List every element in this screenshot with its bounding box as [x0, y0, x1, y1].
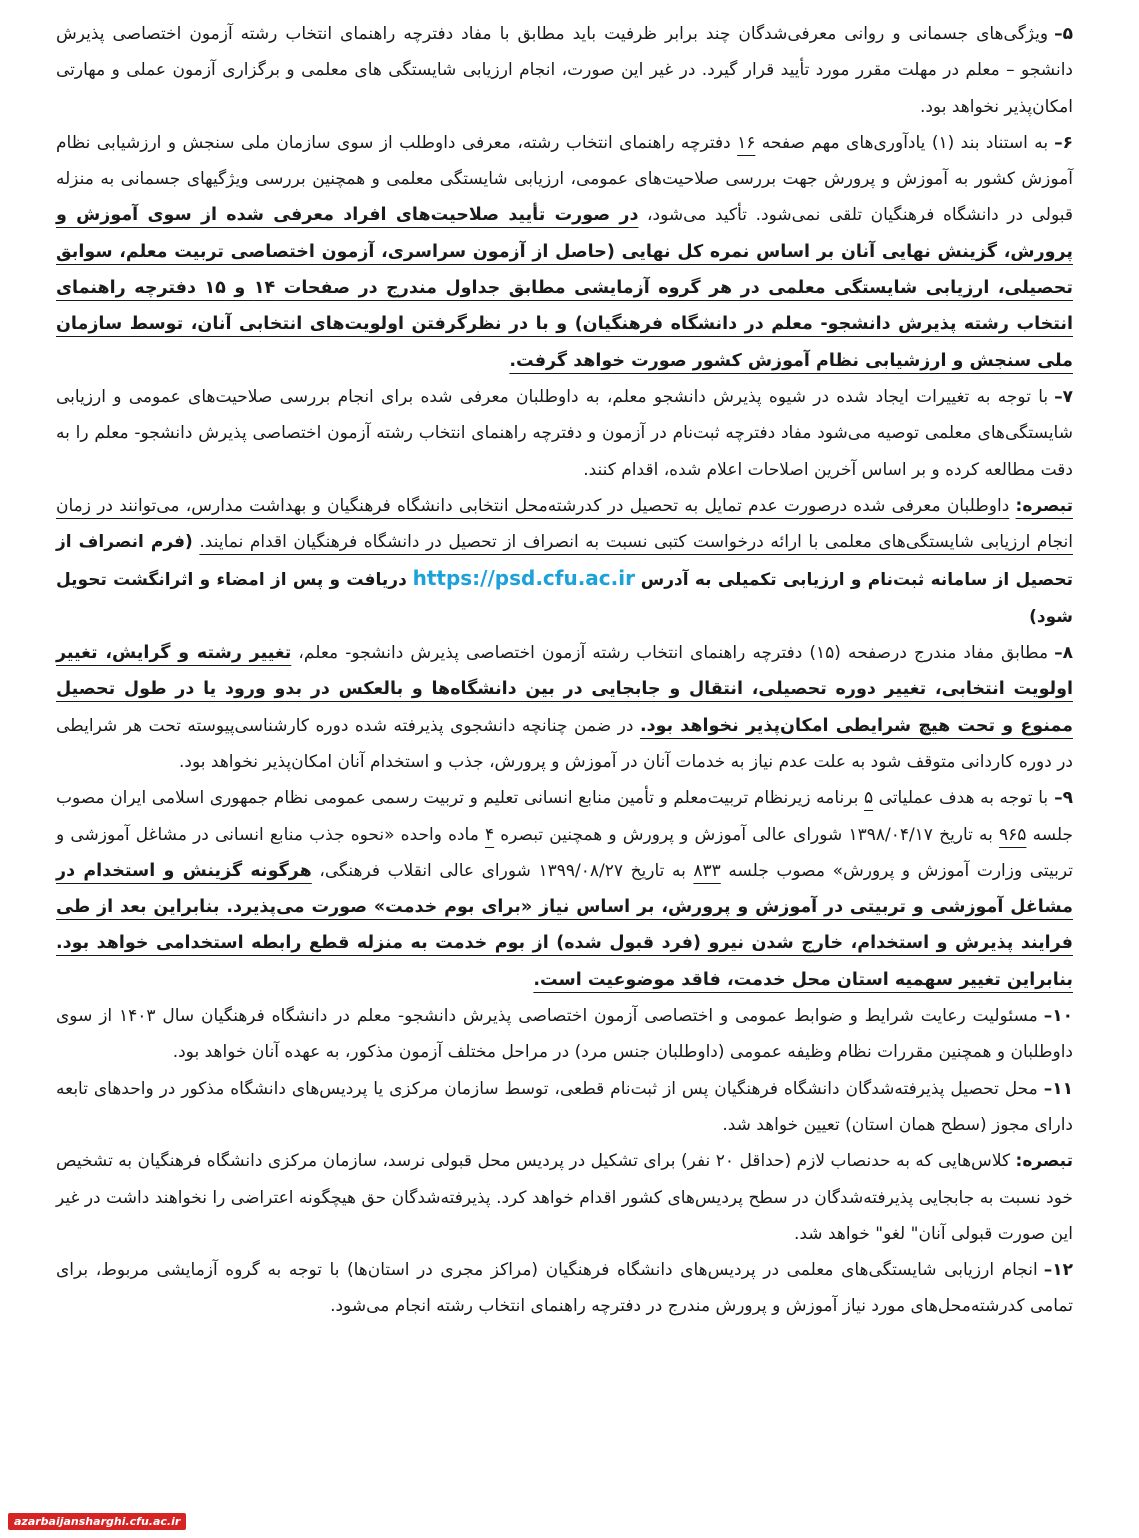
note-number: ۴ — [484, 824, 495, 845]
paragraph-text: محل تحصیل پذیرفته‌شدگان دانشگاه فرهنگیان پس از ثبت‌نام قطعی، توسط سازمان مرکزی یا پردیس‌های دانشگاه مذکور در واحدهای تابعه دارای مجوز (سطح همان استان) تعیین خواهد شد. — [56, 1078, 1073, 1135]
note-2 — [56, 1143, 1073, 1252]
session-number: ۹۶۵ — [999, 824, 1027, 845]
paragraph-5 — [56, 16, 1073, 125]
paragraph-number: ۱۰– — [1043, 1006, 1073, 1027]
paragraph-7 — [56, 379, 1073, 488]
paragraph-number: ۷– — [1054, 386, 1073, 407]
emphasized-text: در صورت تأیید صلاحیت‌های افراد معرفی شده از سوی آموزش و پرورش، گزینش نهایی آنان بر اساس نمره کل نهایی (حاصل از آزمون سراسری، آزمون اختصاصی تربیت معلم، سوابق تحصیلی، ارزیابی شایستگی معلمی در هر گروه آزمایشی مطابق جداول مندرج در صفحات ۱۴ و ۱۵ دفترچه راهنمای انتخاب رشته پذیرش دانشجو- معلم در دانشگاه فرهنگیان) و با در نظرگرفتن اولویت‌های انتخابی آنان، توسط سازمان ملی سنجش و ارزشیابی نظام آموزش کشور صورت خواهد گرفت. — [56, 205, 1073, 371]
paragraph-number: ۶– — [1054, 132, 1073, 153]
emphasized-text: تغییر رشته و گرایش، تغییر اولویت انتخابی، تغییر دوره تحصیلی، انتقال و جابجایی در بین دانشگاه‌ها و بالعکس در بدو ورود یا در طول تحصیل ممنوع و تحت هیچ شرایطی امکان‌پذیر نخواهد بود. — [56, 643, 1073, 736]
paragraph-text: ماده واحده «نحوه جذب منابع انسانی در مشاغل آموزشی و تربیتی وزارت آموزش و پرورش» مصوب جلسه — [56, 824, 1074, 881]
emphasized-text: دریافت و پس از امضاء و اثرانگشت تحویل شود) — [56, 570, 1073, 627]
note-text: کلاس‌هایی که به حدنصاب لازم (حداقل ۲۰ نفر) برای تشکیل در پردیس محل قبولی نرسد، سازمان مرکزی دانشگاه فرهنگیان به تشخیص خود نسبت به جابجایی پذیرفته‌شدگان در سطح پردیس‌های کشور اقدام خواهد کرد. پذیرفته‌شدگان حق هیچگونه اعتراضی را نخواهند داشت در غیر این صورت قبولی آنان" لغو" خواهد شد. — [56, 1151, 1073, 1244]
paragraph-text: مسئولیت رعایت شرایط و ضوابط عمومی و اختصاصی آزمون اختصاصی پذیرش دانشجو- معلم در دانشگاه فرهنگیان سال ۱۴۰۳ از سوی داوطلبان و همچنین مقررات نظام وظیفه عمومی (داوطلبان جنس مرد) در مراحل مختلف آزمون مذکور، به عهده آنان خواهد بود. — [56, 1006, 1073, 1063]
paragraph-text: ویژگی‌های جسمانی و روانی معرفی‌شدگان چند برابر ظرفیت باید مطابق با مفاد دفترچه راهنمای انتخاب رشته آزمون اختصاصی پذیرش دانشجو – معلم در مهلت مقرر مورد تأیید قرار گیرد. در غیر این صورت، انجام ارزیابی شایستگی های معلمی و برگزاری آزمون عملی و مهارتی امکان‌پذیر نخواهد بود. — [56, 24, 1073, 117]
site-watermark: azarbaijansharghi.cfu.ac.ir — [8, 1513, 186, 1530]
paragraph-6 — [56, 125, 1073, 379]
paragraph-text: برنامه زیرنظام تربیت‌معلم و تأمین منابع انسانی تعلیم و تربیت رسمی عمومی نظام جمهوری اسلامی ایران مصوب جلسه — [56, 788, 1074, 845]
session-number: ۸۳۳ — [693, 860, 721, 881]
paragraph-number: ۱۲– — [1043, 1260, 1073, 1281]
paragraph-12 — [56, 1252, 1073, 1325]
paragraph-text: انجام ارزیابی شایستگی‌های معلمی در پردیس‌های دانشگاه فرهنگیان (مراکز مجری در استان‌ها) با توجه به گروه آزمایشی مربوط، برای تمامی کدرشته‌محل‌های مورد نیاز آموزش و پرورش مندرج در دفترچه راهنمای انتخاب رشته انجام می‌شود. — [56, 1260, 1073, 1317]
page-reference: ۱۶ — [737, 132, 756, 153]
emphasized-text: هرگونه گزینش و استخدام در مشاغل آموزشی و تربیتی در آموزش و پرورش، بر اساس نیاز «برای بوم خدمت» صورت می‌پذیرد. بنابراین بعد از طی فرایند پذیرش و استخدام، خارج شدن نیرو (فرد قبول شده) از بوم خدمت به منزله قطع رابطه استخدامی خواهد بود. بنابراین تغییر سهمیه استان محل خدمت، فاقد موضوعیت است. — [56, 860, 1073, 990]
paragraph-9 — [56, 780, 1073, 998]
document-body — [56, 16, 1073, 1325]
paragraph-text: دفترچه راهنمای انتخاب رشته، معرفی داوطلب از سوی سازمان ملی سنجش و ارزشیابی نظام آموزش کشور به آموزش و پرورش جهت بررسی صلاحیت‌های عمومی، ارزیابی شایستگی معلمی و همچنین بررسی ویژگیهای جسمانی به منزله قبولی در دانشگاه فرهنگیان تلقی نمی‌شود. تأکید می‌شود، — [56, 132, 1073, 226]
note-1 — [56, 488, 1073, 635]
paragraph-number: ۹– — [1054, 788, 1074, 809]
note-text: داوطلبان معرفی شده درصورت عدم تمایل به تحصیل در کدرشته‌محل انتخابی دانشگاه فرهنگیان و بهداشت مدارس، می‌توانند در زمان انجام ارزیابی شایستگی‌های معلمی با ارائه درخواست کتبی نسبت به انصراف از تحصیل در دانشگاه فرهنگیان اقدام نمایند. — [56, 495, 1074, 553]
paragraph-8 — [56, 635, 1073, 780]
withdrawal-form-link[interactable]: https://psd.cfu.ac.ir — [412, 566, 635, 591]
note-label: تبصره: — [1015, 495, 1073, 516]
paragraph-text: به استناد بند (۱) یادآوری‌های مهم صفحه — [761, 132, 1049, 153]
goal-number: ۵ — [863, 788, 874, 809]
paragraph-number: ۸– — [1054, 643, 1073, 664]
paragraph-11 — [56, 1071, 1073, 1144]
paragraph-10 — [56, 998, 1073, 1071]
paragraph-text: به تاریخ ۱۳۹۹/۰۸/۲۷ شورای عالی انقلاب فرهنگی، — [319, 860, 686, 881]
paragraph-text: با توجه به هدف عملیاتی — [878, 788, 1049, 809]
paragraph-text: در ضمن چنانچه دانشجوی پذیرفته شده دوره کارشناسی‌پیوسته تحت هر شرایطی در دوره کاردانی متوقف شود به علت عدم نیاز به خدمات آنان در آموزش و پرورش، جذب و استخدام آنان امکان‌پذیر نخواهد بود. — [56, 715, 1073, 772]
paragraph-number: ۵– — [1054, 24, 1073, 44]
paragraph-number: ۱۱– — [1043, 1078, 1073, 1099]
note-label: تبصره: — [1015, 1151, 1073, 1172]
paragraph-text: به تاریخ ۱۳۹۸/۰۴/۱۷ شورای عالی آموزش و پرورش و همچنین تبصره — [500, 824, 993, 845]
paragraph-text: با توجه به تغییرات ایجاد شده در شیوه پذیرش دانشجو معلم، به داوطلبان معرفی شده برای انجام بررسی صلاحیت‌های عمومی و ارزیابی شایستگی‌های معلمی توصیه می‌شود مفاد دفترچه ثبت‌نام در آزمون و دفترچه راهنمای انتخاب رشته آزمون اختصاصی پذیرش دانشجو- معلم را به دقت مطالعه کرده و بر اساس آخرین اصلاحات اعلام شده، اقدام کنند. — [56, 386, 1073, 480]
paragraph-text: مطابق مفاد مندرج درصفحه (۱۵) دفترچه راهنمای انتخاب رشته آزمون اختصاصی پذیرش دانشجو- معلم، — [298, 643, 1049, 664]
emphasized-text: (فرم انصراف از تحصیل از سامانه ثبت‌نام و ارزیابی تکمیلی به آدرس — [56, 532, 1074, 591]
